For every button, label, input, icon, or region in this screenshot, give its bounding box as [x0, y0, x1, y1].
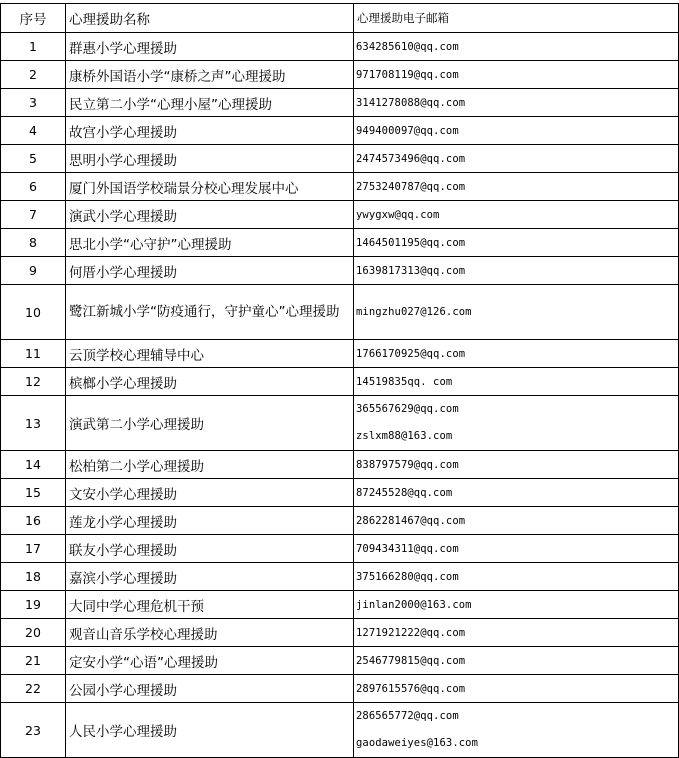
- row-email-cell: [354, 173, 679, 201]
- email-address: 365567629@qq.com: [356, 403, 459, 415]
- row-email-cell: [354, 563, 679, 591]
- header-email: 心理援助电子邮箱: [354, 4, 679, 33]
- row-index: 16: [1, 507, 66, 535]
- row-email-cell: [354, 647, 679, 675]
- row-index: 18: [1, 563, 66, 591]
- email-address: 14519835qq. com: [356, 375, 453, 388]
- email-address: 2546779815@qq.com: [356, 654, 466, 667]
- row-name: 何厝小学心理援助: [66, 257, 354, 285]
- row-name: 观音山音乐学校心理援助: [66, 619, 354, 647]
- row-index: 2: [1, 61, 66, 89]
- row-name: 群惠小学心理援助: [66, 33, 354, 61]
- row-index: 14: [1, 451, 66, 479]
- email-address: 87245528@qq.com: [356, 486, 453, 499]
- table-row: [1, 647, 679, 675]
- row-email-cell: [354, 451, 679, 479]
- row-name: 松柏第二小学心理援助: [66, 451, 354, 479]
- email-address: 2897615576@qq.com: [356, 682, 466, 695]
- row-email-cell: [354, 117, 679, 145]
- table-row: [1, 61, 679, 89]
- header-row: [1, 4, 679, 33]
- row-index: 15: [1, 479, 66, 507]
- email-address: 1271921222@qq.com: [356, 626, 466, 639]
- table-row: [1, 563, 679, 591]
- table-row: [1, 368, 679, 396]
- row-name: 定安小学“心语”心理援助: [66, 647, 354, 675]
- row-index: 23: [1, 703, 66, 758]
- row-name: 大同中学心理危机干预: [66, 591, 354, 619]
- row-index: 10: [1, 285, 66, 340]
- table-row: [1, 703, 679, 758]
- row-email-cell: [354, 591, 679, 619]
- row-index: 12: [1, 368, 66, 396]
- table-row: [1, 396, 679, 451]
- row-email-cell: [354, 507, 679, 535]
- header-name: 心理援助名称: [66, 4, 354, 33]
- email-address: gaodaweiyes@163.com: [356, 737, 479, 749]
- row-email-cell: [354, 229, 679, 257]
- row-email-cell: [354, 479, 679, 507]
- email-address: zslxm88@163.com: [356, 430, 453, 442]
- table-row: [1, 145, 679, 173]
- email-address: 3141278088@qq.com: [356, 96, 466, 109]
- email-address: 375166280@qq.com: [356, 570, 459, 583]
- table-row: [1, 591, 679, 619]
- row-index: 4: [1, 117, 66, 145]
- email-address: 1639817313@qq.com: [356, 264, 466, 277]
- row-email-cell: [354, 703, 679, 758]
- row-name: 康桥外国语小学“康桥之声”心理援助: [66, 61, 354, 89]
- table-row: [1, 479, 679, 507]
- table-row: [1, 285, 679, 340]
- table-row: [1, 619, 679, 647]
- row-index: 22: [1, 675, 66, 703]
- row-index: 6: [1, 173, 66, 201]
- row-index: 17: [1, 535, 66, 563]
- row-name: 演武第二小学心理援助: [66, 396, 354, 451]
- row-name: 故宫小学心理援助: [66, 117, 354, 145]
- table-row: [1, 507, 679, 535]
- row-name: 厦门外国语学校瑞景分校心理发展中心: [66, 173, 354, 201]
- row-email-cell: [354, 535, 679, 563]
- row-email-cell: [354, 201, 679, 229]
- email-address: 709434311@qq.com: [356, 542, 459, 555]
- row-index: 5: [1, 145, 66, 173]
- row-name: 思北小学“心守护”心理援助: [66, 229, 354, 257]
- row-index: 9: [1, 257, 66, 285]
- row-name: 人民小学心理援助: [66, 703, 354, 758]
- row-email-cell: [354, 675, 679, 703]
- row-name: 演武小学心理援助: [66, 201, 354, 229]
- row-index: 3: [1, 89, 66, 117]
- table-row: [1, 257, 679, 285]
- email-address: ywygxw@qq.com: [356, 208, 440, 221]
- row-name: 莲龙小学心理援助: [66, 507, 354, 535]
- email-address: 971708119@qq.com: [356, 68, 459, 81]
- email-address: 2862281467@qq.com: [356, 514, 466, 527]
- row-email-cell: [354, 33, 679, 61]
- row-index: 1: [1, 33, 66, 61]
- table-row: [1, 89, 679, 117]
- table-row: [1, 33, 679, 61]
- row-index: 13: [1, 396, 66, 451]
- row-name: 公园小学心理援助: [66, 675, 354, 703]
- email-address: 1464501195@qq.com: [356, 236, 466, 249]
- row-name: 民立第二小学“心理小屋”心理援助: [66, 89, 354, 117]
- email-address: 634285610@qq.com: [356, 40, 459, 53]
- row-name: 云顶学校心理辅导中心: [66, 340, 354, 368]
- row-email-cell: [354, 340, 679, 368]
- row-email-cell: [354, 285, 679, 340]
- row-index: 7: [1, 201, 66, 229]
- table-row: [1, 340, 679, 368]
- table-row: [1, 117, 679, 145]
- row-index: 8: [1, 229, 66, 257]
- row-index: 21: [1, 647, 66, 675]
- email-address: 838797579@qq.com: [356, 458, 459, 471]
- email-address: 2753240787@qq.com: [356, 180, 466, 193]
- table-row: [1, 675, 679, 703]
- table-row: [1, 229, 679, 257]
- row-index: 11: [1, 340, 66, 368]
- table-row: [1, 535, 679, 563]
- row-name: 联友小学心理援助: [66, 535, 354, 563]
- header-index: 序号: [1, 4, 66, 33]
- row-name: 鹭江新城小学“防疫通行，守护童心”心理援助: [66, 285, 354, 340]
- row-name: 嘉滨小学心理援助: [66, 563, 354, 591]
- row-name: 槟榔小学心理援助: [66, 368, 354, 396]
- email-address: 286565772@qq.com: [356, 710, 459, 722]
- table-row: [1, 173, 679, 201]
- row-name: 文安小学心理援助: [66, 479, 354, 507]
- row-email-cell: [354, 396, 679, 451]
- email-address: 2474573496@qq.com: [356, 152, 466, 165]
- row-email-cell: [354, 619, 679, 647]
- row-email-cell: [354, 61, 679, 89]
- row-name: 思明小学心理援助: [66, 145, 354, 173]
- assistance-table: [0, 3, 679, 758]
- row-email-cell: [354, 89, 679, 117]
- email-address: 949400097@qq.com: [356, 124, 459, 137]
- row-email-cell: [354, 145, 679, 173]
- table-body: [1, 33, 679, 758]
- row-email-cell: [354, 368, 679, 396]
- row-index: 19: [1, 591, 66, 619]
- table-row: [1, 201, 679, 229]
- row-index: 20: [1, 619, 66, 647]
- row-email-cell: [354, 257, 679, 285]
- email-address: 1766170925@qq.com: [356, 347, 466, 360]
- email-address: mingzhu027@126.com: [356, 306, 472, 318]
- email-address: jinlan2000@163.com: [356, 598, 472, 611]
- table-row: [1, 451, 679, 479]
